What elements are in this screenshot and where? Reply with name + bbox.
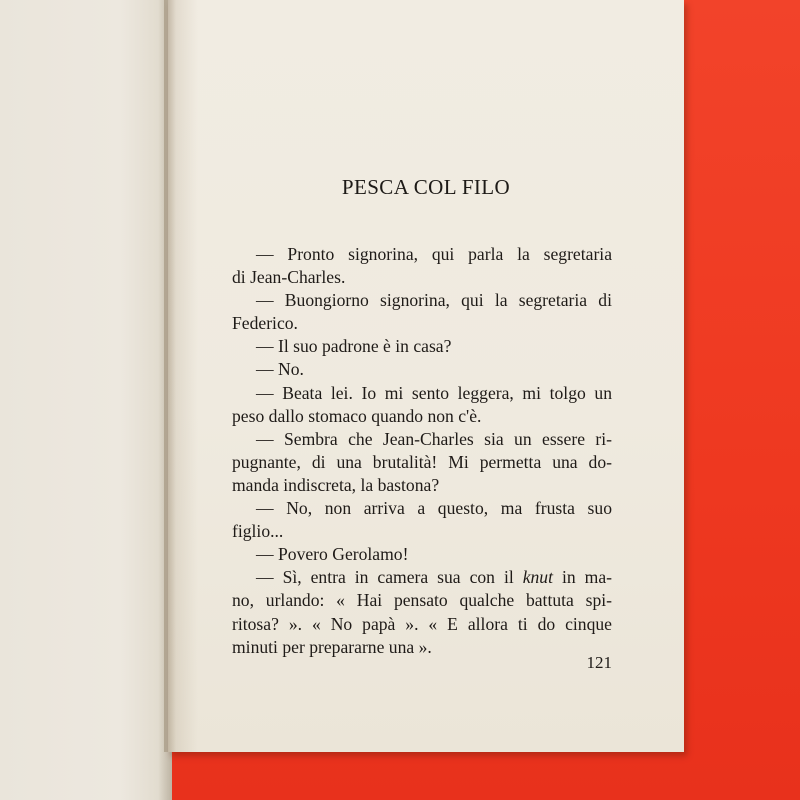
text-line: no, urlando: « Hai pensato qualche battuta spi- [232, 590, 612, 611]
text-line-with-italic [232, 566, 612, 589]
text-line: — Pronto signorina, qui parla la segretaria [256, 244, 612, 264]
text-line: — Buongiorno signorina, qui la segretaria di [256, 290, 612, 311]
gutter-shadow [164, 0, 176, 752]
text-line: — Sembra che Jean-Charles sia un essere ri- [256, 428, 612, 449]
text-line: minuti per prepararne una ». [232, 636, 432, 657]
text-segment: in ma- [553, 567, 612, 588]
page-number: 121 [586, 653, 612, 672]
text-line: pugnante, di una brutalità! Mi permetta una do- [232, 451, 612, 472]
text-line: — Povero Gerolamo! [256, 544, 409, 565]
text-line: — Il suo padrone è in casa? [256, 336, 452, 357]
text-line: — No. [256, 359, 304, 380]
italic-word: knut [522, 567, 553, 588]
text-line: — No, non arriva a questo, ma frusta suo [256, 498, 612, 519]
chapter-title: PESCA COL FILO [341, 175, 511, 199]
text-line: ritosa? ». « No papà ». « E allora ti do cinque [232, 613, 612, 634]
text-line: manda indiscreta, la bastona? [232, 474, 440, 495]
text-line: peso dallo stomaco quando non c'è. [232, 405, 482, 426]
text-line: di Jean-Charles. [232, 267, 346, 288]
text-segment: — Sì, entra in camera sua con il [256, 567, 523, 588]
text-line: — Beata lei. Io mi sento leggera, mi tolgo un [256, 382, 612, 403]
text-line: figlio... [232, 521, 284, 542]
body-text [232, 243, 612, 659]
text-line: Federico. [232, 313, 298, 334]
left-page [0, 0, 172, 800]
